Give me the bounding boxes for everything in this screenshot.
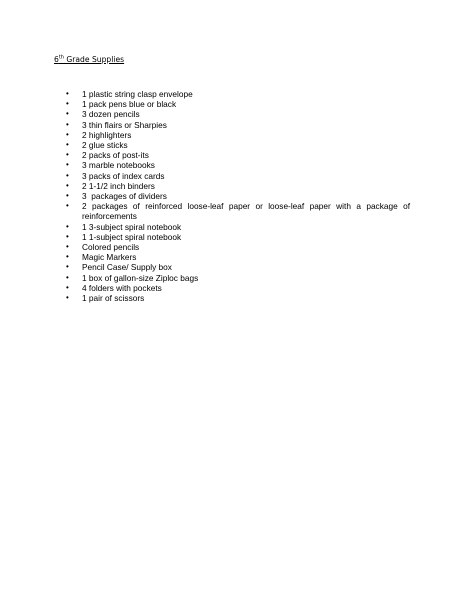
bullet-icon: •	[66, 231, 69, 241]
bullet-icon: •	[66, 89, 69, 98]
list-item	[66, 191, 410, 201]
bullet-icon: •	[66, 262, 69, 272]
list-item	[66, 140, 410, 150]
list-item-text: 1 box of gallon-size Ziploc bags	[82, 272, 199, 283]
list-item-text: 3 dozen pencils	[82, 109, 140, 120]
bullet-icon: •	[66, 293, 69, 303]
bullet-icon: •	[66, 119, 69, 129]
grade-number: 6	[54, 55, 59, 64]
bullet-icon: •	[66, 170, 69, 180]
page-title	[54, 55, 124, 65]
bullet-icon: •	[66, 99, 69, 109]
list-item	[66, 273, 410, 283]
list-item	[66, 109, 410, 119]
bullet-icon: •	[66, 140, 69, 150]
bullet-icon: •	[66, 252, 69, 262]
bullet-icon: •	[66, 180, 69, 190]
list-item-text: 2 glue sticks	[82, 140, 128, 151]
list-item-text: Pencil Case/ Supply box	[82, 262, 172, 273]
list-item-text: 4 folders with pockets	[82, 282, 162, 293]
bullet-icon: •	[66, 160, 69, 170]
list-item	[66, 160, 410, 170]
list-item-text: 3 marble notebooks	[82, 160, 155, 171]
bullet-icon: •	[66, 272, 69, 282]
list-item	[66, 130, 410, 140]
list-item	[66, 232, 410, 242]
title-text: Grade Supplies	[63, 55, 125, 64]
list-item-text: 1 plastic string clasp envelope	[82, 89, 193, 99]
list-item-text: 3 thin flairs or Sharpies	[82, 119, 167, 130]
list-item	[66, 293, 410, 303]
list-item	[66, 120, 410, 130]
bullet-icon: •	[66, 109, 69, 119]
list-item	[66, 89, 410, 99]
bullet-icon: •	[66, 282, 69, 292]
list-item-text: 1 pair of scissors	[82, 293, 145, 304]
list-item	[66, 150, 410, 160]
supply-list	[66, 89, 410, 303]
list-item-text: 2 highlighters	[82, 129, 132, 140]
list-item	[66, 283, 410, 293]
list-item	[66, 201, 410, 221]
list-item-text: 2 packs of post-its	[82, 150, 149, 161]
list-item	[66, 262, 410, 272]
grade-suffix: th	[58, 54, 64, 61]
list-item-text: Colored pencils	[82, 242, 140, 253]
list-item	[66, 181, 410, 191]
bullet-icon: •	[66, 191, 69, 201]
list-item	[66, 99, 410, 109]
list-item	[66, 222, 410, 232]
list-item-text: 1 pack pens blue or black	[82, 99, 177, 110]
list-item	[66, 252, 410, 262]
bullet-icon: •	[66, 201, 69, 211]
bullet-icon: •	[66, 150, 69, 160]
list-item-text: 2 packages of reinforced loose-leaf paper or loose-leaf paper with a package of reinforcements	[82, 201, 410, 222]
list-item-text: 3 packages of dividers	[82, 191, 167, 202]
list-item	[66, 171, 410, 181]
list-item-text: Magic Markers	[82, 252, 137, 263]
list-item-text: 2 1-1/2 inch binders	[82, 180, 155, 191]
list-item-text: 1 1-subject spiral notebook	[82, 231, 182, 242]
list-item-text: 1 3-subject spiral notebook	[82, 221, 182, 232]
list-item	[66, 242, 410, 252]
bullet-icon: •	[66, 129, 69, 139]
list-item-text: 3 packs of index cards	[82, 170, 165, 181]
bullet-icon: •	[66, 221, 69, 231]
bullet-icon: •	[66, 242, 69, 252]
